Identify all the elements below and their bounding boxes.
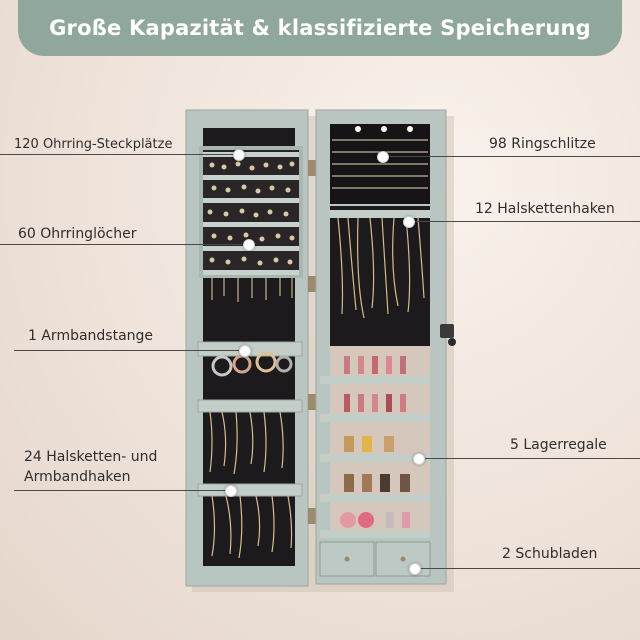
callout-line-necklace-hooks <box>408 221 640 222</box>
necklace-section <box>330 206 430 346</box>
banner-title: Große Kapazität & klassifizierte Speicherung <box>49 16 591 40</box>
callout-line-drawers <box>414 568 640 569</box>
marker-necklace-hooks <box>403 216 415 228</box>
marker-storage-shelves <box>413 453 425 465</box>
callout-line-bracelet-rod <box>14 350 244 351</box>
callout-line-earring-slots <box>0 154 238 155</box>
marker-necklace-bracelet-hooks <box>225 485 237 497</box>
callout-line-necklace-bracelet-hooks <box>14 490 230 491</box>
callout-necklace-bracelet-hooks-line1: 24 Halsketten- und <box>24 449 158 465</box>
marker-drawers <box>409 563 421 575</box>
marker-earring-holes <box>243 239 255 251</box>
marker-ring-slots <box>377 151 389 163</box>
marker-bracelet-rod <box>239 345 251 357</box>
callout-necklace-hooks: 12 Halskettenhaken <box>475 201 615 217</box>
callout-earring-slots: 120 Ohrring-Steckplätze <box>14 137 173 152</box>
marker-earring-slots <box>233 149 245 161</box>
callout-line-earring-holes <box>0 244 248 245</box>
storage-shelves <box>320 346 430 538</box>
callout-bracelet-rod: 1 Armbandstange <box>28 328 154 344</box>
callout-line-storage-shelves <box>418 458 640 459</box>
callout-storage-shelves: 5 Lagerregale <box>510 437 607 453</box>
callout-earring-holes: 60 Ohrringlöcher <box>18 226 137 242</box>
callout-necklace-bracelet-hooks-line2: Armbandhaken <box>24 469 131 485</box>
necklace-hook-bar <box>330 210 430 218</box>
callout-line-ring-slots <box>382 156 640 157</box>
callout-drawers: 2 Schubladen <box>502 546 598 562</box>
callout-ring-slots: 98 Ringschlitze <box>489 136 596 152</box>
